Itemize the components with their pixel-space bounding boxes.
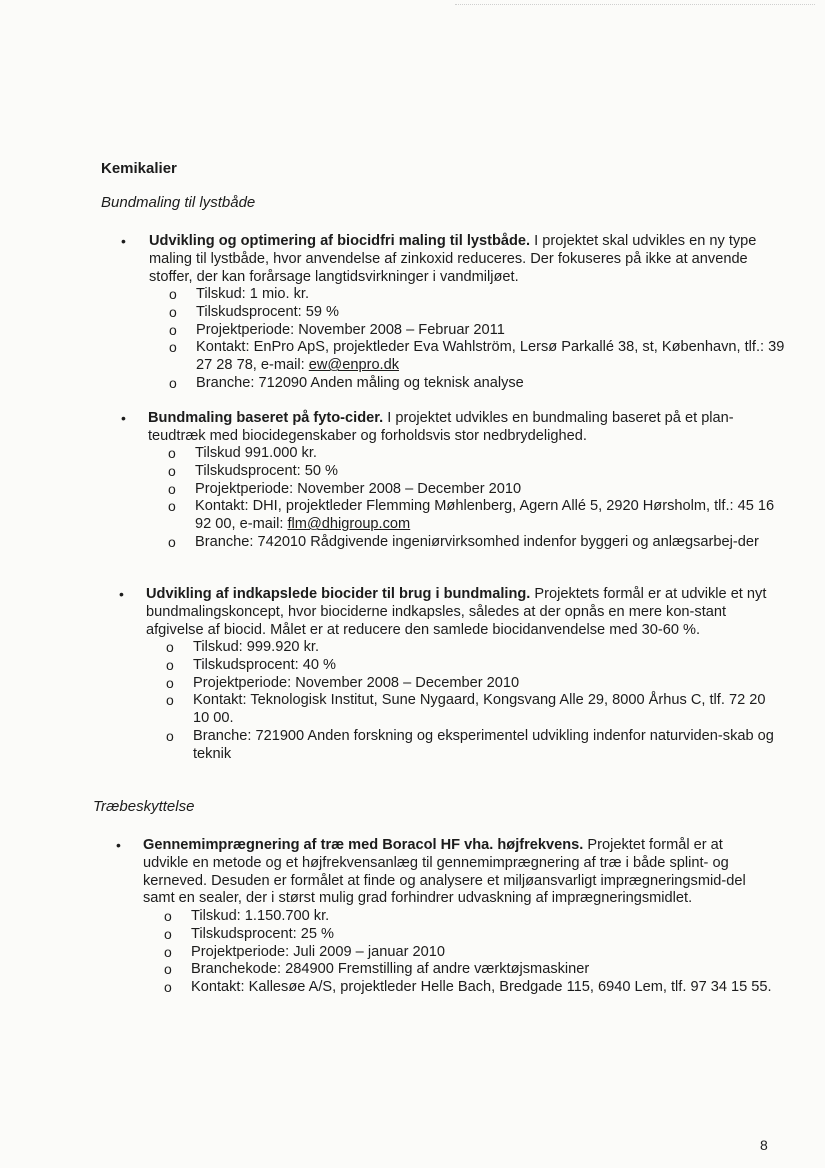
detail-item: o Projektperiode: November 2008 – December 2010 <box>168 480 522 497</box>
project-item <box>146 586 781 639</box>
subsection-title: Bundmaling til lystbåde <box>101 194 256 211</box>
project-title: Udvikling og optimering af biocidfri maling til lystbåde. <box>149 233 531 249</box>
email-link[interactable]: ew@enpro.dk <box>308 357 400 374</box>
project-title: Bundmaling baseret på fyto-cider. <box>148 410 384 426</box>
project-details <box>166 639 783 764</box>
project-description: I projektet udvikles en bundmaling baseret på et plan-teudtræk med biocidegenskaber og forholdsvis stor nedbrydelighed. <box>148 410 734 444</box>
detail-item: o Projektperiode: November 2008 – Februar 2011 <box>169 321 505 338</box>
detail-item: o Kontakt: Teknologisk Institut, Sune Nygaard, Kongsvang Alle 29, 8000 Århus C, tlf. 72 20 10 00. <box>166 692 766 727</box>
project-details <box>164 908 776 997</box>
project-description: I projektet skal udvikles en ny type maling til lystbåde, hvor anvendelse af zinkoxid reduceres. Der fokuseres på ikke at anvende stoffer, der kan forårsage langtidsvirkninger i vandmiljøet. <box>149 233 757 285</box>
bullet-icon: • <box>121 233 126 249</box>
detail-item: o Branche: 721900 Anden forskning og eksperimentel udvikling indenfor naturviden-skab og teknik <box>166 727 774 762</box>
detail-item: o Branche: 712090 Anden måling og teknisk analyse <box>169 374 524 391</box>
project-item <box>143 837 768 908</box>
detail-item: o Tilskud 991.000 kr. <box>168 445 317 461</box>
detail-item: o Tilskud: 1.150.700 kr. <box>164 908 330 924</box>
detail-item: o Tilskudsprocent: 40 % <box>166 656 337 673</box>
project-item <box>149 233 779 286</box>
detail-item: o Tilskudsprocent: 25 % <box>164 925 335 942</box>
detail-item: o Projektperiode: November 2008 – December 2010 <box>166 674 520 691</box>
detail-item: o Kontakt: Kallesøe A/S, projektleder Helle Bach, Bredgade 115, 6940 Lem, tlf. 97 34 15 55. <box>164 979 772 996</box>
section-title: Kemikalier <box>101 160 177 177</box>
email-link[interactable]: flm@dhigroup.com <box>287 516 411 533</box>
detail-item: o Kontakt: EnPro ApS, projektleder Eva Wahlström, Lersø Parkallé 38, st, København, tlf.: 39 27 28 78, e-mail: ew@enpro.dk <box>169 339 785 374</box>
detail-item: o Kontakt: DHI, projektleder Flemming Møhlenberg, Agern Allé 5, 2920 Hørsholm, tlf.: 45 16 92 00, e-mail: flm@dhigroup.com <box>168 498 775 533</box>
project-description: Projektet formål er at udvikle en metode og et højfrekvensanlæg til gennemimprægnering af træ i både splint- og kerneved. Desuden er formålet at finde og analysere et miljøansvarligt imprægneringsmid-del samt en sealer, der i størst mulig grad forhindrer udvaskning af imprægneringsmidlet. <box>143 837 746 907</box>
bullet-icon: • <box>116 837 121 853</box>
project-title: Udvikling af indkapslede biocider til brug i bundmaling. <box>146 586 531 602</box>
bullet-icon: • <box>121 410 126 426</box>
page-number: 8 <box>760 1137 768 1153</box>
project-title: Gennemimprægnering af træ med Boracol HF vha. højfrekvens. <box>143 837 584 853</box>
detail-item: o Tilskud: 1 mio. kr. <box>169 286 309 302</box>
detail-item: o Tilskud: 999.920 kr. <box>166 639 320 655</box>
detail-item: o Tilskudsprocent: 50 % <box>168 462 339 479</box>
detail-item: o Projektperiode: Juli 2009 – januar 2010 <box>164 943 445 960</box>
project-description: Projektets formål er at udvikle et nyt bundmalingskoncept, hvor biociderne indkapsles, således at der opnås en mere kon-stant afgivelse af biocid. Målet er at reducere den samlede biocidanvendelse med 30-60 %. <box>146 586 767 638</box>
detail-item: o Branche: 742010 Rådgivende ingeniørvirksomhed indenfor byggeri og anlægsarbej-der <box>168 533 759 550</box>
scan-edge-line <box>455 4 815 5</box>
detail-item: o Tilskudsprocent: 59 % <box>169 303 340 320</box>
bullet-icon: • <box>119 586 124 602</box>
project-details <box>169 286 786 393</box>
project-details <box>168 445 785 552</box>
detail-item: o Branchekode: 284900 Fremstilling af andre værktøjsmaskiner <box>164 961 590 978</box>
subsection-title: Træbeskyttelse <box>93 798 195 815</box>
project-item <box>148 410 778 446</box>
